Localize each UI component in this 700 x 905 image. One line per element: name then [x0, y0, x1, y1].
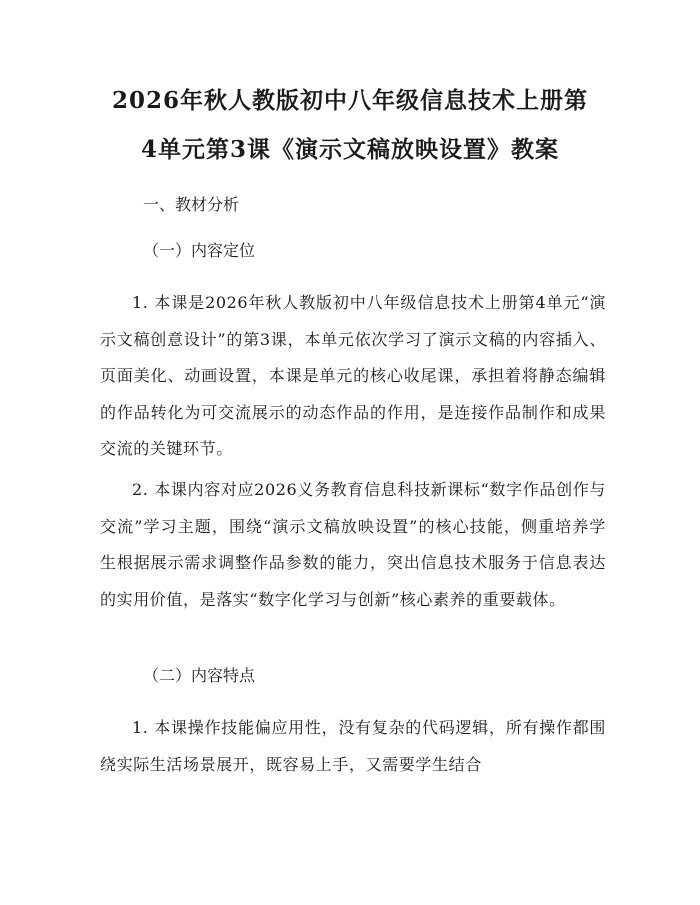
subsection-heading-content-features: （二）内容特点 — [143, 666, 256, 685]
paragraph-features-1: 1. 本课操作技能偏应用性，没有复杂的代码逻辑，所有操作都围绕实际生活场景展开，既容易上手，又需要学生结合 — [100, 718, 606, 774]
document-title-line-1: 2026年秋人教版初中八年级信息技术上册第 — [111, 87, 588, 114]
document-title-line-2: 4单元第3课《演示文稿放映设置》教案 — [140, 136, 559, 163]
paragraph-positioning-2: 2. 本课内容对应2026义务教育信息科技新课标“数字作品创作与交流”学习主题，围绕“演示文稿放映设置”的核心技能，侧重培养学生根据展示需求调整作品参数的能力，突出信息技术服务于信息表达的实用价值，是落实“数字化学习与创新”核心素养的重要载体。 — [100, 480, 606, 609]
section-heading-textbook-analysis: 一、教材分析 — [143, 195, 240, 214]
paragraph-positioning-1: 1. 本课是2026年秋人教版初中八年级信息技术上册第4单元“演示文稿创意设计”的第3课，本单元依次学习了演示文稿的内容插入、页面美化、动画设置，本课是单元的核心收尾课，承担着将静态编辑的作品转化为可交流展示的动态作品的作用，是连接作品制作和成果交流的关键环节。 — [100, 293, 606, 458]
subsection-heading-content-positioning: （一）内容定位 — [143, 241, 256, 260]
